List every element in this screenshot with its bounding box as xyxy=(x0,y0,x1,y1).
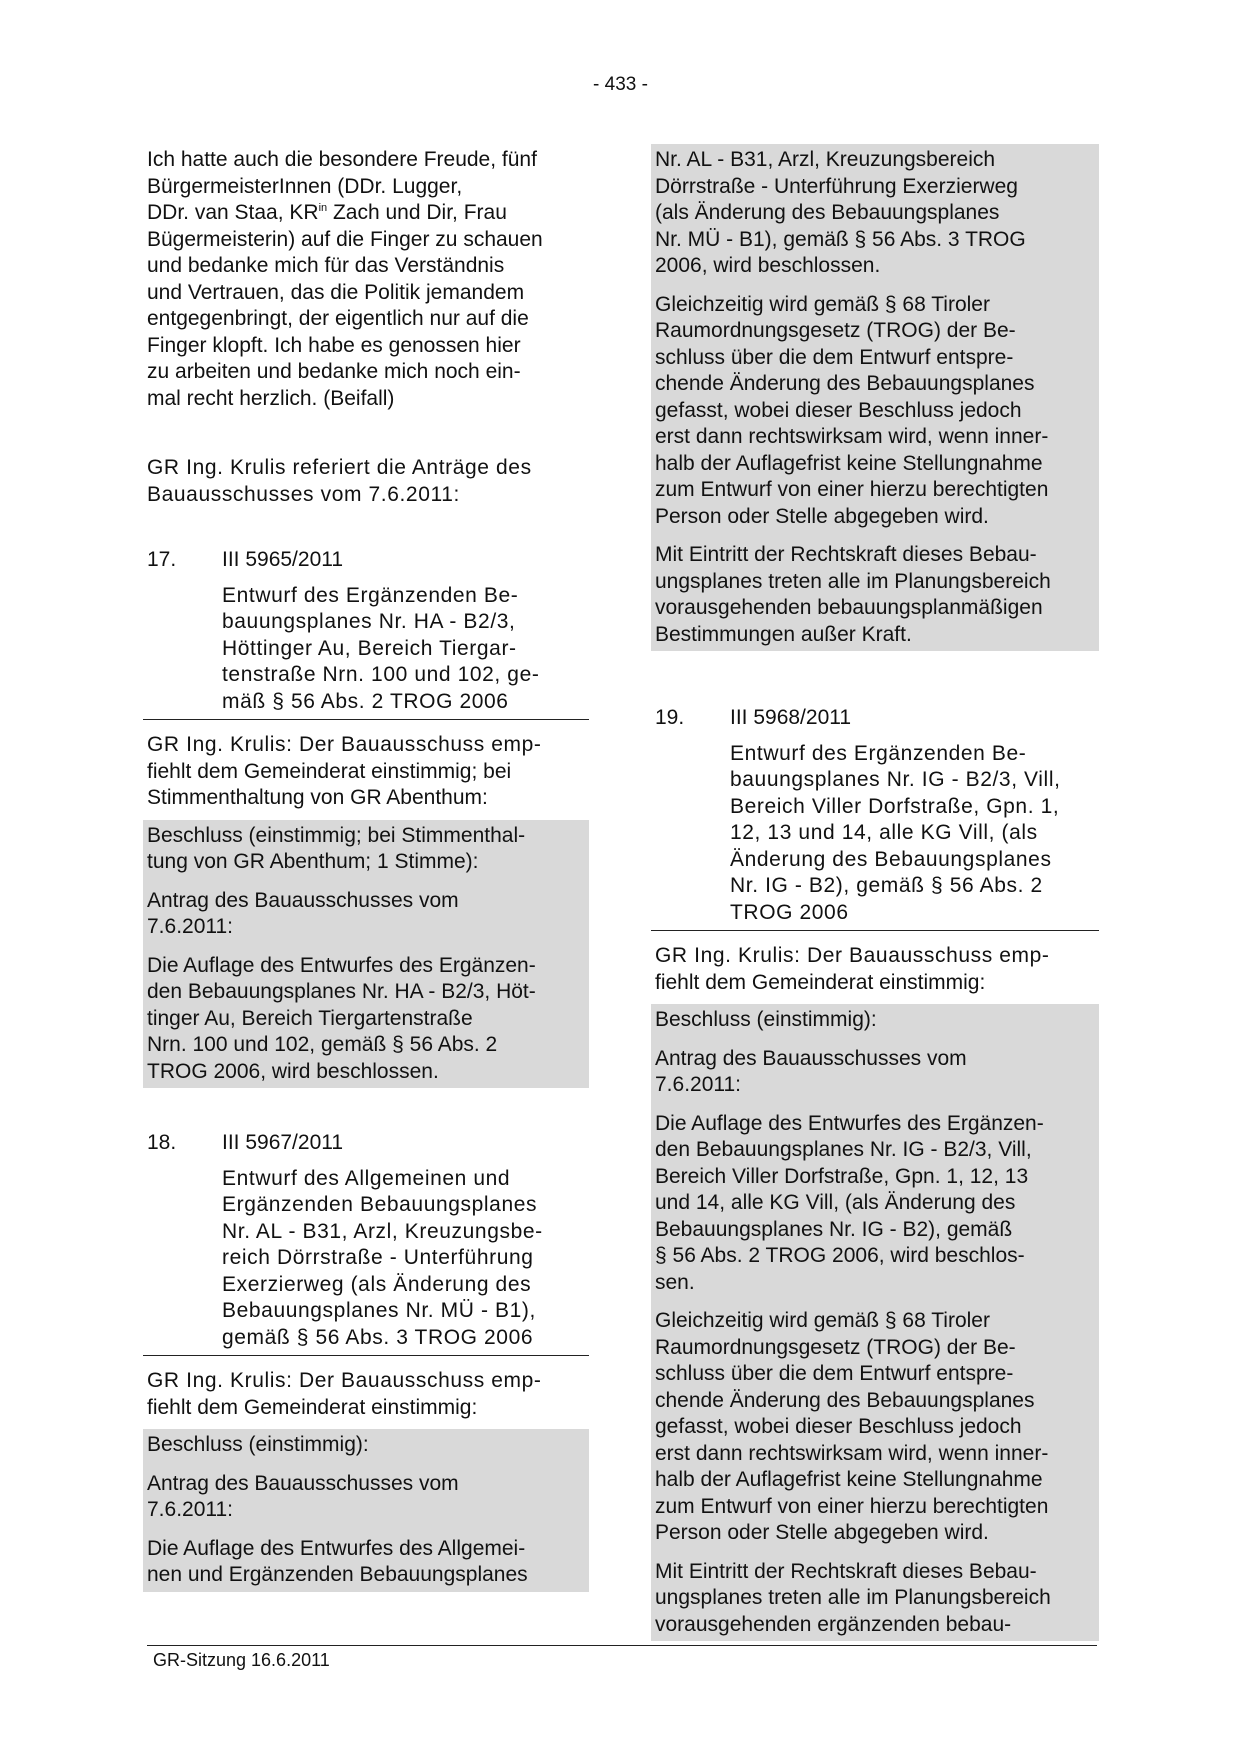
text-line: Die Auflage des Entwurfes des Ergänzen- xyxy=(655,1111,1044,1135)
text-line: erst dann rechtswirksam wird, wenn inner- xyxy=(655,1441,1049,1465)
motion-text xyxy=(655,1111,1095,1297)
text-line: Nr. AL - B31, Arzl, Kreuzungsbereich xyxy=(655,148,996,171)
text-line: Raumordnungsgesetz (TROG) der Be- xyxy=(655,1335,1016,1359)
text-line: Antrag des Bauausschusses vom xyxy=(655,1046,967,1070)
text-line: Nr. AL - B31, Arzl, Kreuzungsbe- xyxy=(222,1219,543,1243)
text-line: und bedanke mich für das Verständnis xyxy=(147,254,505,277)
text-line: und 14, alle KG Vill, (als Änderung des xyxy=(655,1191,1016,1214)
text-line: TROG 2006, wird beschlossen. xyxy=(147,1059,439,1083)
text-line: Entwurf des Ergänzenden Be- xyxy=(730,741,1027,765)
text-line: Bereich Viller Dorfstraße, Gpn. 1, xyxy=(730,794,1060,818)
text-line: fiehlt dem Gemeinderat einstimmig: xyxy=(147,1395,478,1419)
text-line: gefasst, wobei dieser Beschluss jedoch xyxy=(655,398,1022,422)
text-line: mäß § 56 Abs. 2 TROG 2006 xyxy=(222,689,509,713)
effect-paragraph xyxy=(655,542,1095,648)
text-line: (als Änderung des Bebauungsplanes xyxy=(655,201,1000,224)
text-line: Exerzierweg (als Änderung des xyxy=(222,1272,532,1296)
item-header xyxy=(655,705,1095,732)
superscript: in xyxy=(318,202,328,214)
text-line: GR Ing. Krulis: Der Bauausschuss emp- xyxy=(147,1369,542,1392)
text-line: bauungsplanes Nr. HA - B2/3, xyxy=(222,610,516,633)
page-number: - 433 - xyxy=(593,74,648,95)
footer-divider xyxy=(147,1645,1097,1646)
referent-paragraph xyxy=(147,455,585,508)
text-line: Entwurf des Allgemeinen und xyxy=(222,1166,511,1190)
text-line: Raumordnungsgesetz (TROG) der Be- xyxy=(655,319,1016,342)
text-line: Person oder Stelle abgegeben wird. xyxy=(655,1521,989,1544)
divider xyxy=(651,930,1099,931)
text-line: gefasst, wobei dieser Beschluss jedoch xyxy=(655,1415,1022,1438)
text-line: Nr. MÜ - B1), gemäß § 56 Abs. 3 TROG xyxy=(655,227,1026,251)
text-line: Nrn. 100 und 102, gemäß § 56 Abs. 2 xyxy=(147,1033,498,1056)
text-line: Stimmenthaltung von GR Abenthum: xyxy=(147,786,488,809)
text-line: GR Ing. Krulis: Der Bauausschuss emp- xyxy=(655,944,1050,967)
recommendation xyxy=(147,1368,585,1421)
text-line: erst dann rechtswirksam wird, wenn inner- xyxy=(655,425,1049,448)
text-line: den Bebauungsplanes Nr. IG - B2/3, Vill, xyxy=(655,1138,1032,1161)
agenda-item-19 xyxy=(655,705,1095,1641)
agenda-item-18 xyxy=(147,1130,585,1592)
text-line: Gleichzeitig wird gemäß § 68 Tiroler xyxy=(655,292,990,316)
item-header xyxy=(147,547,585,574)
text-line: Person oder Stelle abgegeben wird. xyxy=(655,504,989,528)
motion-text xyxy=(655,147,1095,280)
text-line: Die Auflage des Entwurfes des Ergänzen- xyxy=(147,953,536,977)
text-line: Bereich Viller Dorfstraße, Gpn. 1, 12, 13 xyxy=(655,1164,1029,1188)
text-line: Gleichzeitig wird gemäß § 68 Tiroler xyxy=(655,1309,990,1332)
item-reference: III 5965/2011 xyxy=(222,548,344,571)
text-line: Höttinger Au, Bereich Tiergar- xyxy=(222,636,517,660)
text-line: zum Entwurf von einer hierzu berechtigten xyxy=(655,1494,1049,1518)
text-line: GR Ing. Krulis referiert die Anträge des xyxy=(147,456,532,479)
text-line: Nr. IG - B2), gemäß § 56 Abs. 2 xyxy=(730,874,1043,897)
item-reference: III 5968/2011 xyxy=(730,706,852,729)
right-column xyxy=(655,147,1095,1641)
text-line: tenstraße Nrn. 100 und 102, ge- xyxy=(222,663,540,686)
text-line: 2006, wird beschlossen. xyxy=(655,254,881,277)
divider xyxy=(143,1355,589,1356)
text-line: Beschluss (einstimmig): xyxy=(655,1008,877,1031)
motion xyxy=(147,1471,585,1524)
motion-text xyxy=(147,953,585,1086)
text-line: Mit Eintritt der Rechtskraft dieses Bebau- xyxy=(655,543,1037,566)
text-line: Ergänzenden Bebauungsplanes xyxy=(222,1193,538,1216)
text-line: vorausgehenden bebauungsplanmäßigen xyxy=(655,596,1043,619)
text-line: Antrag des Bauausschusses vom xyxy=(147,888,459,912)
text-line: tinger Au, Bereich Tiergartenstraße xyxy=(147,1006,473,1030)
text-line: Bebauungsplanes Nr. MÜ - B1), xyxy=(222,1299,536,1322)
text-line: GR Ing. Krulis: Der Bauausschuss emp- xyxy=(147,733,542,756)
intro-paragraph xyxy=(147,147,585,412)
decision xyxy=(655,1007,1095,1034)
text-line: fiehlt dem Gemeinderat einstimmig: xyxy=(655,970,986,994)
text-line: bauungsplanes Nr. IG - B2/3, Vill, xyxy=(730,768,1061,791)
text-line: schluss über die dem Entwurf entspre- xyxy=(655,1362,1014,1385)
decision-box xyxy=(651,1004,1099,1641)
text-line xyxy=(147,200,585,227)
divider xyxy=(143,719,589,720)
item-number: 17. xyxy=(147,548,177,571)
trog-paragraph xyxy=(655,1308,1095,1547)
decision xyxy=(147,1432,585,1459)
text-line: § 56 Abs. 2 TROG 2006, wird beschlos- xyxy=(655,1244,1025,1267)
text-line: zu arbeiten und bedanke mich noch ein- xyxy=(147,360,521,383)
motion xyxy=(147,888,585,941)
text-line: und Vertrauen, das die Politik jemandem xyxy=(147,280,525,304)
text-line: gemäß § 56 Abs. 3 TROG 2006 xyxy=(222,1325,534,1349)
item-title xyxy=(222,1157,585,1352)
trog-paragraph xyxy=(655,292,1095,531)
text-line: halb der Auflagefrist keine Stellungnahme xyxy=(655,1468,1043,1491)
item-reference: III 5967/2011 xyxy=(222,1131,344,1154)
text-line: Finger klopft. Ich habe es genossen hier xyxy=(147,333,521,357)
text-line: Ich hatte auch die besondere Freude, fünf xyxy=(147,148,537,171)
motion-text xyxy=(147,1536,585,1589)
text-line: nen und Ergänzenden Bebauungsplanes xyxy=(147,1563,528,1586)
text-line: BürgermeisterInnen (DDr. Lugger, xyxy=(147,174,463,198)
text-line: Die Auflage des Entwurfes des Allgemei- xyxy=(147,1536,526,1560)
text-line: ungsplanes treten alle im Planungsbereich xyxy=(655,1586,1051,1609)
text-line: Bestimmungen außer Kraft. xyxy=(655,622,912,646)
text-line: Beschluss (einstimmig): xyxy=(147,1433,369,1456)
decision-box xyxy=(143,820,589,1089)
text-line: entgegenbringt, der eigentlich nur auf die xyxy=(147,307,529,330)
text-line: Entwurf des Ergänzenden Be- xyxy=(222,583,519,607)
decision xyxy=(147,823,585,876)
footer-session: GR-Sitzung 16.6.2011 xyxy=(153,1650,330,1670)
text-line: chende Änderung des Bebauungsplanes xyxy=(655,1388,1035,1412)
motion xyxy=(655,1046,1095,1099)
text-line: vorausgehenden ergänzenden bebau- xyxy=(655,1612,1012,1636)
text-line: Bauausschusses vom 7.6.2011: xyxy=(147,482,460,506)
decision-box xyxy=(143,1429,589,1592)
text-line: 12, 13 und 14, alle KG Vill, (als xyxy=(730,821,1038,844)
recommendation xyxy=(147,732,585,812)
text-span: Zach und Dir, Frau xyxy=(327,201,507,224)
text-line: Mit Eintritt der Rechtskraft dieses Bebau- xyxy=(655,1559,1037,1583)
text-line: halb der Auflagefrist keine Stellungnahme xyxy=(655,451,1043,475)
text-line: chende Änderung des Bebauungsplanes xyxy=(655,372,1035,395)
text-line: 7.6.2011: xyxy=(147,1498,234,1521)
text-line: Beschluss (einstimmig; bei Stimmenthal- xyxy=(147,823,526,847)
text-line: schluss über die dem Entwurf entspre- xyxy=(655,345,1014,369)
text-line: 7.6.2011: xyxy=(147,915,234,938)
text-line: Dörrstraße - Unterführung Exerzierweg xyxy=(655,174,1018,198)
left-column xyxy=(147,147,585,1592)
effect-paragraph xyxy=(655,1559,1095,1639)
text-line: tung von GR Abenthum; 1 Stimme): xyxy=(147,850,479,873)
text-line: mal recht herzlich. (Beifall) xyxy=(147,386,395,410)
text-line: reich Dörrstraße - Unterführung xyxy=(222,1246,534,1269)
item-number: 18. xyxy=(147,1131,177,1154)
item-header xyxy=(147,1130,585,1157)
text-line: Bügermeisterin) auf die Finger zu schauen xyxy=(147,227,543,251)
text-line: 7.6.2011: xyxy=(655,1073,742,1096)
item-number: 19. xyxy=(655,706,685,729)
decision-box-continued xyxy=(651,144,1099,651)
text-span: DDr. van Staa, KR xyxy=(147,201,319,224)
agenda-item-17 xyxy=(147,547,585,1088)
text-line: fiehlt dem Gemeinderat einstimmig; bei xyxy=(147,759,512,783)
text-line: ungsplanes treten alle im Planungsbereich xyxy=(655,569,1051,593)
text-line: Antrag des Bauausschusses vom xyxy=(147,1471,459,1495)
text-line: TROG 2006 xyxy=(730,900,849,924)
recommendation xyxy=(655,943,1095,996)
text-line: den Bebauungsplanes Nr. HA - B2/3, Höt- xyxy=(147,980,536,1003)
text-line: sen. xyxy=(655,1270,695,1294)
text-line: Änderung des Bebauungsplanes xyxy=(730,847,1052,871)
item-title xyxy=(730,732,1095,927)
item-title xyxy=(222,574,585,716)
text-line: Bebauungsplanes Nr. IG - B2), gemäß xyxy=(655,1217,1013,1241)
text-line: zum Entwurf von einer hierzu berechtigten xyxy=(655,478,1049,501)
